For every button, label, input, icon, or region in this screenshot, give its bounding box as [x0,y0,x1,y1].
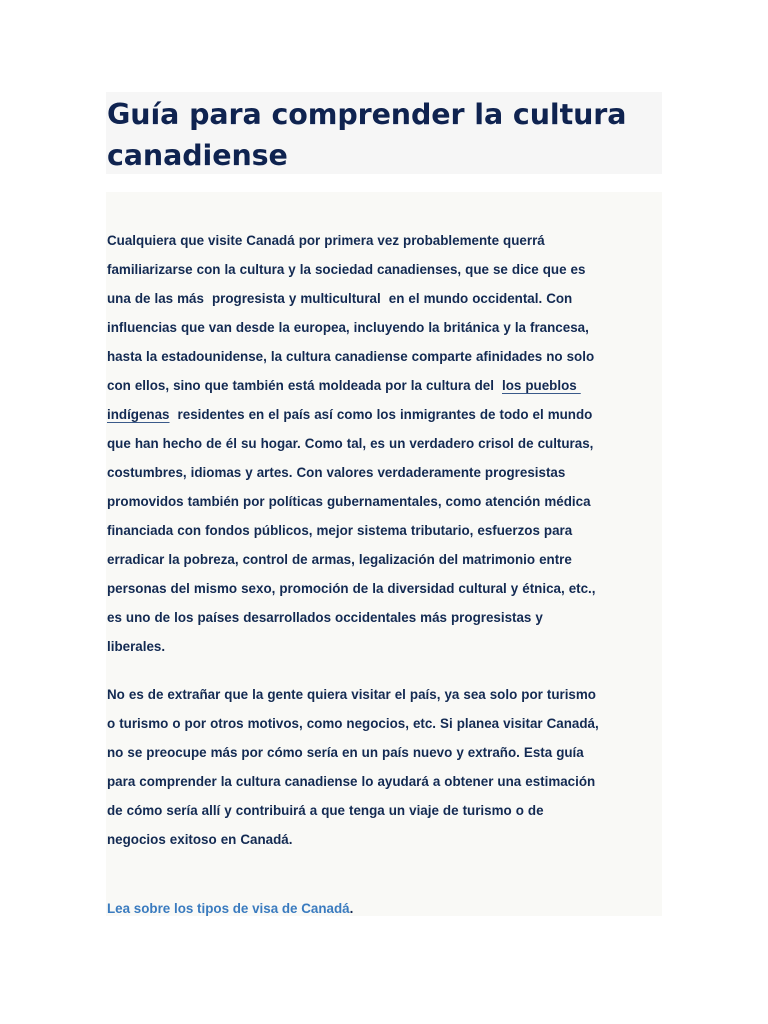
paragraph-line: o turismo o por otros motivos, como negocios, etc. Si planea visitar Canadá, [107,716,599,731]
paragraph-line: una de las más progresista y multicultural en el mundo occidental. Con [107,291,573,306]
paragraph-line: erradicar la pobreza, control de armas, legalización del matrimonio entre [107,552,572,567]
visa-link-period: . [349,901,354,916]
paragraph-line: que han hecho de él su hogar. Como tal, es un verdadero crisol de culturas, [107,436,594,451]
paragraph-line: negocios exitoso en Canadá. [107,832,293,847]
page-title [107,94,661,176]
paragraph-line: costumbres, idiomas y artes. Con valores verdaderamente progresistas [107,465,566,480]
paragraph-line: es uno de los países desarrollados occidentales más progresistas y [107,610,543,625]
paragraph-line: financiada con fondos públicos, mejor sistema tributario, esfuerzos para [107,523,573,538]
paragraph-line: hasta la estadounidense, la cultura canadiense comparte afinidades no solo [107,349,595,364]
paragraph-visit [107,680,663,854]
title-block [106,92,662,174]
paragraph-line: Cualquiera que visite Canadá por primera vez probablemente querrá [107,233,545,248]
paragraph-line: liberales. [107,639,166,654]
indigenous-peoples-link-part1[interactable]: los pueblos [502,378,581,393]
paragraph-intro [107,226,663,661]
indigenous-peoples-link-part2[interactable]: indígenas [107,407,170,422]
paragraph-line: personas del mismo sexo, promoción de la diversidad cultural y étnica, etc., [107,581,596,596]
link-suffix-text: residentes en el país así como los inmigrantes de todo el mundo [169,407,593,422]
page-title-line-2: canadiense [107,139,288,172]
paragraph-line: promovidos también por políticas gubernamentales, como atención médica [107,494,591,509]
paragraph-line: No es de extrañar que la gente quiera visitar el país, ya sea solo por turismo [107,687,596,702]
paragraph-line-with-link [107,371,663,400]
paragraph-line: familiarizarse con la cultura y la sociedad canadienses, que se dice que es [107,262,586,277]
paragraph-line: de cómo sería allí y contribuirá a que tenga un viaje de turismo o de [107,803,544,818]
article-body [106,192,662,916]
paragraph-line-with-link [107,400,663,429]
visa-link-row [107,894,353,923]
visa-types-link[interactable]: Lea sobre los tipos de visa de Canadá [107,901,350,916]
page-title-line-1: Guía para comprender la cultura [107,98,627,131]
paragraph-line: influencias que van desde la europea, incluyendo la británica y la francesa, [107,320,589,335]
link-prefix-text: con ellos, sino que también está moldeada por la cultura del [107,378,502,393]
paragraph-line: no se preocupe más por cómo sería en un país nuevo y extraño. Esta guía [107,745,584,760]
paragraph-line: para comprender la cultura canadiense lo ayudará a obtener una estimación [107,774,596,789]
